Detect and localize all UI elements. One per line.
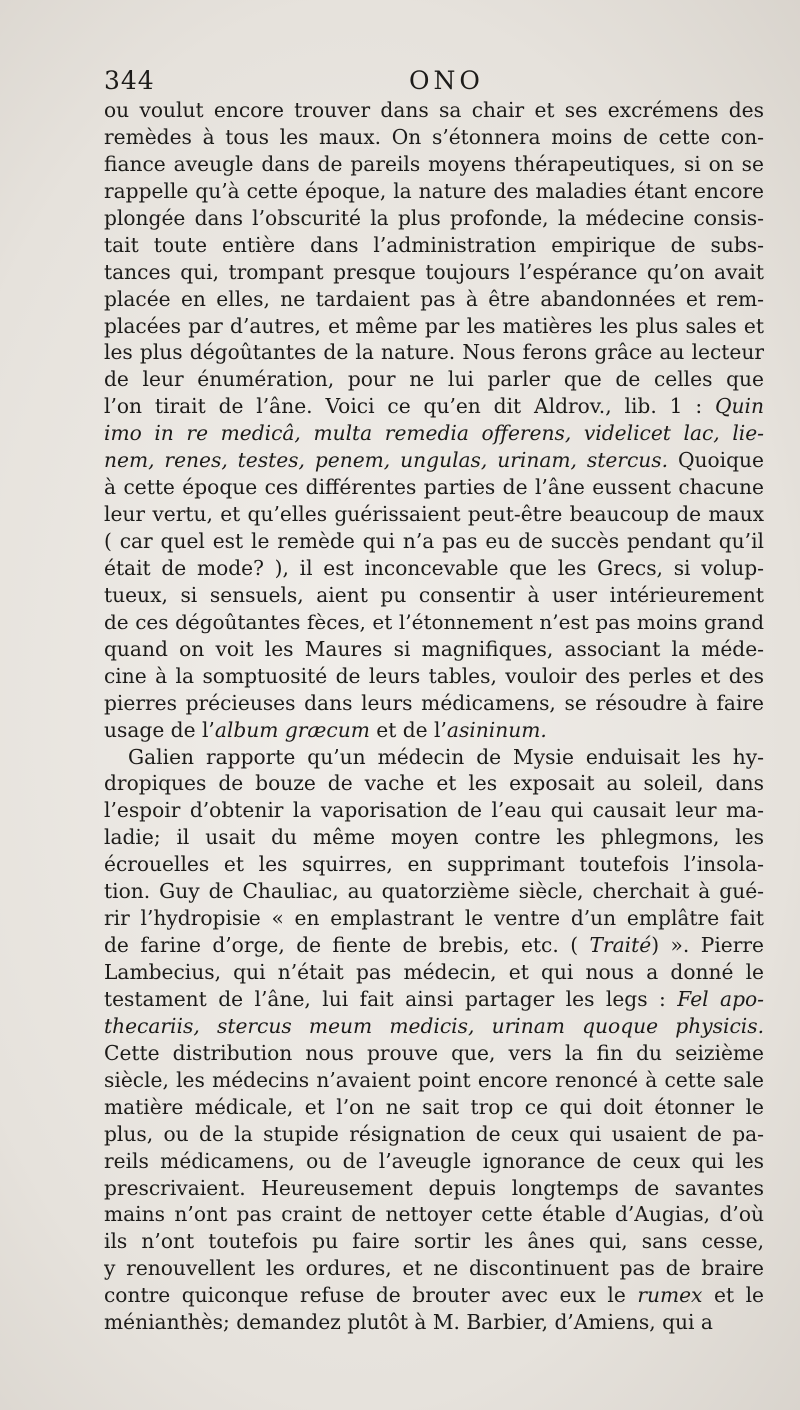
italic-text: nem, renes, testes, penem, ungulas, urinam, stercus. bbox=[104, 448, 669, 473]
text-run: ( car quel est le remède qui n’a pas eu de succès pendant qu’il bbox=[104, 529, 764, 553]
text-line bbox=[104, 393, 764, 420]
text-run: quand on voit les Maures si magnifiques, associant la méde- bbox=[104, 636, 764, 661]
body-text bbox=[104, 97, 764, 1336]
text-line bbox=[104, 690, 764, 717]
running-head: ONO bbox=[409, 66, 484, 95]
text-line bbox=[104, 986, 764, 1013]
italic-text: Fel apo- bbox=[677, 986, 764, 1011]
text-run: plus, ou de la stupide résignation de ceux qui usaient de pa- bbox=[104, 1121, 764, 1146]
text-run: et le bbox=[702, 1283, 764, 1308]
text-line bbox=[104, 636, 764, 663]
text-run: dropiques de bouze de vache et les exposait au soleil, dans bbox=[104, 771, 764, 796]
text-run: l’espoir d’obtenir la vaporisation de l’eau qui causait leur ma- bbox=[104, 798, 764, 823]
text-run: de leur énumération, pour ne lui parler que de celles que bbox=[104, 367, 764, 392]
text-run: à cette époque ces différentes parties de l’âne eussent chacune bbox=[104, 475, 764, 500]
text-line bbox=[104, 555, 764, 582]
text-run: les plus dégoûtantes de la nature. Nous ferons grâce au lecteur bbox=[104, 340, 764, 365]
text-run: était de mode? ), il est inconcevable que les Grecs, si volup- bbox=[104, 555, 764, 580]
text-run: Quoique bbox=[668, 448, 764, 473]
text-line bbox=[104, 313, 764, 340]
text-line bbox=[104, 474, 764, 501]
text-run: ils n’ont toutefois pu faire sortir les ânes qui, sans cesse, bbox=[104, 1229, 764, 1254]
text-line bbox=[104, 366, 764, 393]
text-line bbox=[104, 744, 764, 771]
text-run: ou voulut encore trouver dans sa chair et ses excrémens des bbox=[104, 98, 764, 122]
text-run: usage de l’ bbox=[104, 717, 215, 742]
text-line bbox=[104, 959, 764, 986]
text-run: tances qui, trompant presque toujours l’espérance qu’on avait bbox=[104, 259, 764, 284]
text-run: placées par d’autres, et même par les matières les plus sales et bbox=[104, 313, 764, 338]
text-line bbox=[104, 1309, 764, 1336]
text-line bbox=[104, 447, 764, 474]
text-run: siècle, les médecins n’avaient point encore renoncé à cette sale bbox=[104, 1067, 764, 1092]
text-run: y renouvellent les ordures, et ne discontinuent pas de braire bbox=[104, 1256, 764, 1281]
text-run: testament de l’âne, lui fait ainsi partager les legs : bbox=[104, 986, 678, 1011]
text-line bbox=[104, 932, 764, 959]
text-run: ) ». Pierre bbox=[651, 933, 764, 958]
text-run: cine à la somptuosité de leurs tables, vouloir des perles et des bbox=[104, 663, 764, 688]
text-line bbox=[104, 205, 764, 232]
text-line bbox=[104, 420, 764, 447]
text-line bbox=[104, 339, 764, 366]
text-run: placée en elles, ne tardaient pas à être abandonnées et rem- bbox=[104, 286, 764, 311]
text-line bbox=[104, 232, 764, 259]
text-line bbox=[104, 1121, 764, 1148]
text-line bbox=[104, 1040, 764, 1067]
text-line bbox=[104, 717, 764, 744]
text-line bbox=[104, 905, 764, 932]
text-line bbox=[104, 1094, 764, 1121]
italic-text: asininum. bbox=[446, 717, 547, 742]
text-run: prescrivaient. Heureusement depuis longtemps de savantes bbox=[104, 1175, 764, 1200]
text-run: et de l’ bbox=[369, 717, 447, 742]
text-run: mains n’ont pas craint de nettoyer cette étable d’Augias, d’où bbox=[104, 1202, 764, 1227]
text-line bbox=[104, 124, 764, 151]
text-line bbox=[104, 1228, 764, 1255]
text-run: fiance aveugle dans de pareils moyens thérapeutiques, si on se bbox=[104, 151, 764, 176]
text-run: tait toute entière dans l’administration empirique de subs- bbox=[104, 232, 764, 257]
text-run: Lambecius, qui n’était pas médecin, et qui nous a donné le bbox=[104, 960, 764, 984]
italic-text: imo in re medicâ, multa remedia offerens, videlicet lac, lie- bbox=[104, 421, 764, 446]
text-run: rir l’hydropisie « en emplastrant le ventre d’un emplâtre fait bbox=[104, 906, 764, 931]
text-line bbox=[104, 851, 764, 878]
text-line bbox=[104, 770, 764, 797]
text-line bbox=[104, 797, 764, 824]
text-run: de farine d’orge, de fiente de brebis, etc. ( bbox=[104, 933, 590, 958]
text-line bbox=[104, 824, 764, 851]
text-line bbox=[104, 663, 764, 690]
italic-text: rumex bbox=[637, 1283, 703, 1308]
text-run: de ces dégoûtantes fèces, et l’étonnement n’est pas moins grand bbox=[104, 609, 764, 634]
italic-text: thecariis, stercus meum medicis, urinam quoque physicis. bbox=[104, 1013, 764, 1038]
italic-text: Quin bbox=[714, 394, 764, 419]
text-run: rappelle qu’à cette époque, la nature des maladies étant encore bbox=[104, 178, 764, 203]
text-line bbox=[104, 1201, 764, 1228]
text-line bbox=[104, 1282, 764, 1309]
text-run: tueux, si sensuels, aient pu consentir à user intérieurement bbox=[104, 582, 764, 607]
text-line bbox=[104, 97, 764, 124]
page-number: 344 bbox=[104, 66, 155, 95]
italic-text: album græcum bbox=[214, 717, 370, 742]
text-line bbox=[104, 1148, 764, 1175]
text-run: écrouelles et les squirres, en supprimant toutefois l’insola- bbox=[104, 852, 764, 877]
text-run: pierres précieuses dans leurs médicamens, se résoudre à faire bbox=[104, 690, 764, 715]
text-line bbox=[104, 259, 764, 286]
text-run: plongée dans l’obscurité la plus profonde, la médecine consis- bbox=[104, 205, 764, 230]
text-run: ménianthès; demandez plutôt à M. Barbier, d’Amiens, qui a bbox=[104, 1310, 713, 1335]
text-line bbox=[104, 528, 764, 555]
text-run: tion. Guy de Chauliac, au quatorzième siècle, cherchait à gué- bbox=[104, 879, 764, 904]
text-run: Galien rapporte qu’un médecin de Mysie enduisait les hy- bbox=[128, 744, 764, 769]
text-run: reils médicamens, ou de l’aveugle ignorance de ceux qui les bbox=[104, 1148, 764, 1173]
text-run: ladie; il usait du même moyen contre les phlegmons, les bbox=[104, 825, 764, 850]
text-line bbox=[104, 1013, 764, 1040]
text-run: l’on tirait de l’âne. Voici ce qu’en dit Aldrov., lib. 1 : bbox=[104, 394, 715, 419]
text-line bbox=[104, 151, 764, 178]
text-line bbox=[104, 878, 764, 905]
text-line bbox=[104, 582, 764, 609]
text-run: matière médicale, et l’on ne sait trop ce qui doit étonner le bbox=[104, 1094, 764, 1119]
text-line bbox=[104, 286, 764, 313]
text-line bbox=[104, 501, 764, 528]
text-line bbox=[104, 1175, 764, 1202]
text-line bbox=[104, 1255, 764, 1282]
text-run: Cette distribution nous prouve que, vers la fin du seizième bbox=[104, 1040, 764, 1065]
text-run: remèdes à tous les maux. On s’étonnera moins de cette con- bbox=[104, 124, 764, 149]
text-run: contre quiconque refuse de brouter avec eux le bbox=[104, 1283, 638, 1308]
text-line bbox=[104, 178, 764, 205]
text-line bbox=[104, 609, 764, 636]
italic-text: Traité bbox=[589, 933, 652, 958]
text-line bbox=[104, 1067, 764, 1094]
text-run: leur vertu, et qu’elles guérissaient peut-être beaucoup de maux bbox=[104, 502, 764, 527]
